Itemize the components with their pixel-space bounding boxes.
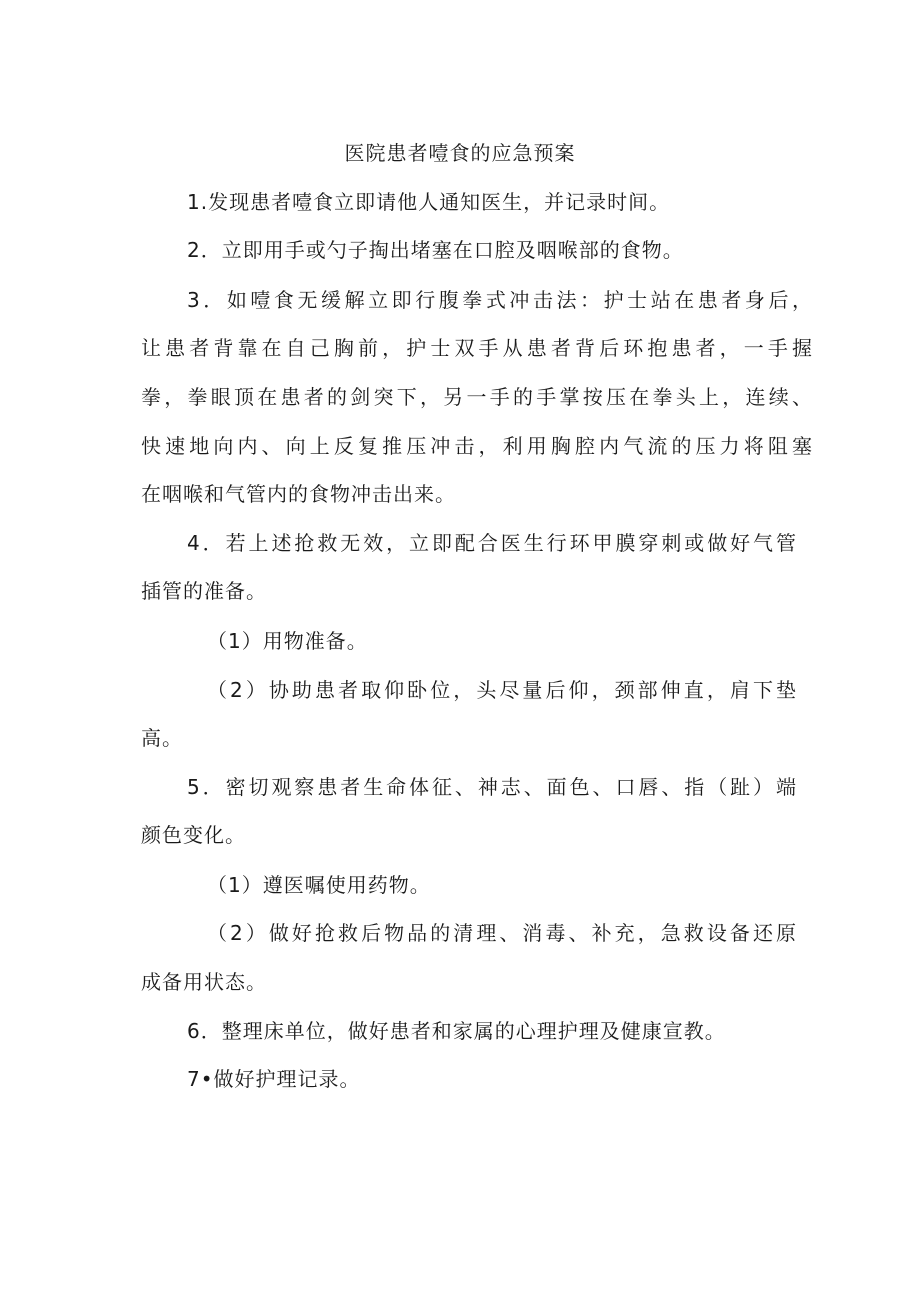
paragraph-line: 拳，拳眼顶在患者的剑突下，另一手的手掌按压在拳头上，连续、	[141, 385, 813, 409]
paragraph-line: 7•做好护理记录。	[187, 1067, 361, 1091]
paragraph-line: 1.发现患者噎食立即请他人通知医生，并记录时间。	[187, 190, 671, 214]
paragraph-line: 3．如噎食无缓解立即行腹拳式冲击法：护士站在患者身后，	[187, 288, 813, 312]
paragraph-line: 成备用状态。	[141, 970, 267, 994]
paragraph-line: 5．密切观察患者生命体征、神志、面色、口唇、指（趾）端	[187, 775, 797, 799]
paragraph-line: 6．整理床单位，做好患者和家属的心理护理及健康宣教。	[187, 1019, 726, 1043]
paragraph-line: 在咽喉和气管内的食物冲击出来。	[141, 482, 456, 506]
paragraph-line: 4．若上述抢救无效，立即配合医生行环甲膜穿刺或做好气管	[187, 531, 797, 555]
paragraph-line: （1）遵医嘱使用药物。	[207, 873, 431, 897]
paragraph-line: 2．立即用手或勺子掏出堵塞在口腔及咽喉部的食物。	[187, 238, 684, 262]
paragraph-line: 插管的准备。	[141, 579, 267, 603]
paragraph-line: （2）做好抢救后物品的清理、消毒、补充，急救设备还原	[207, 921, 797, 945]
paragraph-line: 快速地向内、向上反复推压冲击，利用胸腔内气流的压力将阻塞	[141, 434, 813, 458]
paragraph-line: 让患者背靠在自己胸前，护士双手从患者背后环抱患者，一手握	[141, 336, 813, 360]
paragraph-line: （2）协助患者取仰卧位，头尽量后仰，颈部伸直，肩下垫	[207, 678, 797, 702]
paragraph-line: 高。	[141, 726, 183, 750]
document-title: 医院患者噎食的应急预案	[344, 141, 576, 165]
paragraph-line: 颜色变化。	[141, 823, 246, 847]
paragraph-line: （1）用物准备。	[207, 629, 368, 653]
